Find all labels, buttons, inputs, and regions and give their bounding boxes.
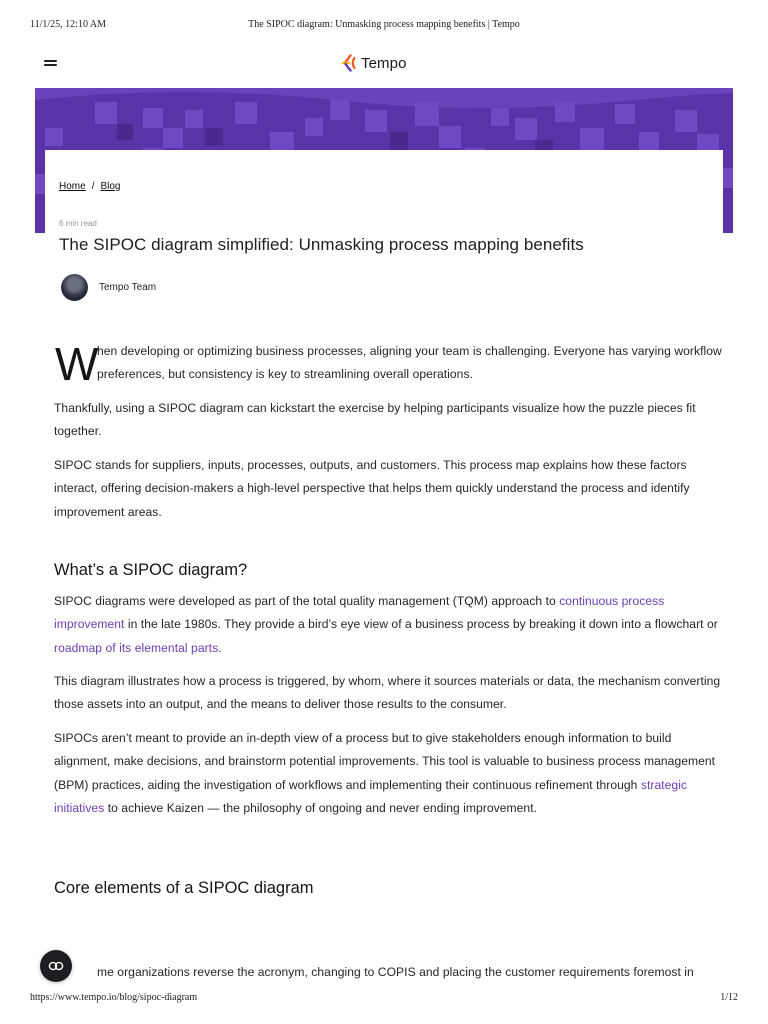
author-name[interactable]: Tempo Team: [99, 282, 157, 293]
cookie-preferences-icon: [48, 961, 64, 971]
heading-whats-sipoc: What’s a SIPOC diagram?: [54, 561, 248, 579]
bpm-text-a: SIPOCs aren’t meant to provide an in-depth view of a process but to give stakeholders enough information to build alignment, make decisions, and brainstorm potential improvements. This tool is valuable to business process management (BPM) practices, aiding the investigation of workflows and implementing their continuous refinement through: [54, 731, 716, 792]
page-title: The SIPOC diagram simplified: Unmasking process mapping benefits: [59, 235, 584, 254]
bpm-text-b: to achieve Kaizen — the philosophy of ongoing and never ending improvement.: [104, 801, 538, 816]
paragraph-bpm: [54, 727, 722, 821]
read-time: 6 min read: [59, 219, 97, 228]
top-nav: [0, 46, 768, 80]
breadcrumb-separator: /: [91, 181, 95, 192]
strategic-initiatives-link[interactable]: strategic initiatives: [54, 777, 688, 816]
paragraph-puzzle: Thankfully, using a SIPOC diagram can kickstart the exercise by helping participants visualize how the puzzle pieces fit together.: [54, 401, 696, 439]
cookie-preferences-button[interactable]: [40, 950, 72, 982]
paragraph-sipoc-definition: SIPOC stands for suppliers, inputs, processes, outputs, and customers. This process map explains how these factors interact, offering decision-makers a high-level perspective that helps them quickly understand the process and identify improvement areas.: [54, 458, 690, 519]
heading-core-elements: Core elements of a SIPOC diagram: [54, 879, 314, 897]
paragraph-illustrates: This diagram illustrates how a process is triggered, by whom, where it sources materials or data, the mechanism converting those assets into an output, and the means to deliver those results to the consumer.: [54, 674, 721, 712]
hamburger-menu-icon[interactable]: [44, 56, 58, 68]
print-footer: [30, 992, 738, 1006]
breadcrumb-blog-link[interactable]: Blog: [100, 181, 121, 192]
print-doc-title: The SIPOC diagram: Unmasking process mapping benefits | Tempo: [248, 19, 520, 30]
intro-paragraph: hen developing or optimizing business processes, aligning your team is challenging. Everyone has varying workflow preferences, but consistency is key to streamlining overall operations.: [97, 344, 722, 382]
print-url: https://www.tempo.io/blog/sipoc-diagram: [30, 992, 198, 1003]
history-text-c: .: [218, 640, 222, 655]
print-datetime: 11/1/25, 12:10 AM: [30, 19, 107, 30]
paragraph-copis: me organizations reverse the acronym, changing to COPIS and placing the customer requirements foremost in: [97, 965, 694, 979]
print-page-counter: 1/12: [720, 992, 738, 1003]
history-text-b: in the late 1980s. They provide a bird’s eye view of a business process by breaking it down into a flowchart or: [124, 617, 718, 632]
paragraph-history: [54, 590, 722, 660]
breadcrumb-home-link[interactable]: Home: [59, 181, 86, 192]
logo-text: Tempo: [361, 54, 407, 72]
author-avatar: [61, 274, 88, 301]
breadcrumb: [59, 181, 120, 192]
tempo-logo[interactable]: [341, 52, 407, 74]
roadmap-link[interactable]: roadmap of its elemental parts: [54, 640, 219, 655]
history-text-a: SIPOC diagrams were developed as part of the total quality management (TQM) approach to: [54, 594, 560, 608]
continuous-improvement-link[interactable]: continuous process improvement: [54, 594, 665, 632]
print-header: [30, 19, 738, 33]
tempo-logo-icon: [341, 54, 357, 72]
drop-cap: W: [55, 338, 99, 390]
